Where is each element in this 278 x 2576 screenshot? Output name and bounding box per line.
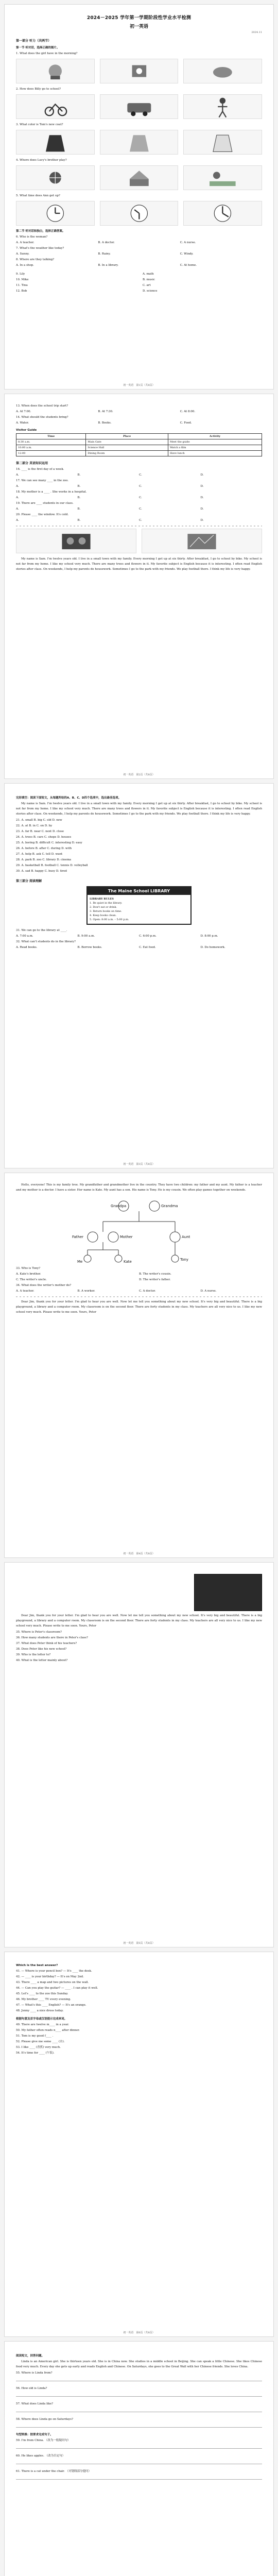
option[interactable]: C. At home.	[180, 264, 197, 267]
transform-title: 句型转换：按要求完成句子。	[16, 2433, 53, 2436]
options-13	[16, 409, 262, 415]
option[interactable]: C.	[139, 496, 142, 499]
person-node	[84, 1255, 91, 1262]
transform-question: 59. I'm from China. （改为一般疑问句）	[16, 2439, 71, 2442]
question-7: 7. What's the weather like today?	[16, 247, 64, 250]
clock-icon[interactable]	[100, 201, 179, 226]
table-row	[16, 451, 262, 456]
question-2: 2. How does Billy go to school?	[16, 88, 61, 91]
question-14: 14. What should the students bring?	[16, 416, 68, 419]
section-listening: 第一部分 听力（共两节）	[16, 39, 51, 43]
option[interactable]: C.	[139, 507, 142, 511]
page-footer: 初一英语 第2页（共8页）	[123, 773, 155, 776]
options-7	[16, 251, 262, 257]
page-footer: 初一英语 第5页（共8页）	[123, 1942, 155, 1945]
picture-options-2	[16, 94, 262, 119]
section-reading: 第三部分 阅读理解	[16, 879, 42, 883]
exam-page-6	[4, 1952, 274, 2337]
picture-option[interactable]	[183, 94, 262, 119]
options	[16, 484, 262, 489]
option[interactable]: A.	[16, 473, 19, 477]
option[interactable]: A. Water.	[16, 421, 29, 425]
match-left: 9. Lily	[16, 273, 25, 276]
picture-option[interactable]	[183, 165, 262, 190]
table-header: Time	[16, 434, 86, 439]
picture-options-1	[16, 59, 262, 83]
answer-title: 阅读短文，回答问题。	[16, 2354, 45, 2358]
tree-label: Grandma	[161, 1204, 178, 1208]
exam-page-1	[4, 4, 274, 389]
picture-options-5	[16, 201, 262, 226]
match-right: A. math	[143, 273, 154, 276]
table-title: Visitor Guide	[16, 429, 37, 432]
letter-passage	[16, 1299, 262, 1315]
poster-title: The Maine School LIBRARY	[88, 887, 190, 895]
question-8: 8. Where are they talking?	[16, 258, 55, 261]
table-header: Place	[86, 434, 168, 439]
tree-label: Father	[72, 1235, 84, 1239]
option[interactable]: C. The writer's uncle.	[16, 1278, 47, 1281]
page-footer: 初一英语 第4页（共8页）	[123, 1552, 155, 1555]
table-cell: 10:00 a.m.	[16, 445, 86, 451]
linda-passage	[16, 2359, 262, 2369]
option[interactable]: C.	[139, 485, 142, 488]
table-cell: Science Hall	[86, 445, 168, 451]
tree-label: Grandpa	[111, 1204, 127, 1208]
option[interactable]: B. The writer's cousin.	[139, 1273, 171, 1276]
option[interactable]: B.	[77, 519, 81, 522]
match-left: 12. Bob	[16, 290, 27, 293]
picture-option[interactable]	[100, 130, 179, 155]
tree-label: Aunt	[182, 1235, 190, 1239]
option[interactable]: D. The writer's father.	[139, 1278, 171, 1281]
exam-meta: 2024.11	[251, 31, 262, 34]
option[interactable]: C. At 8:00.	[180, 410, 196, 413]
option[interactable]: B.	[77, 507, 81, 511]
option[interactable]: D. 8:00 p.m.	[200, 935, 218, 938]
answer-lines[interactable]	[16, 2448, 262, 2449]
cloze-question: 23. A. far B. near C. next D. close	[16, 830, 64, 833]
table-cell: Have lunch	[168, 451, 262, 456]
person-node	[88, 1232, 98, 1242]
picture-option[interactable]	[100, 165, 179, 190]
picture-option[interactable]	[100, 94, 179, 119]
tree-label: Kate	[124, 1260, 132, 1263]
vocab-question: 18. My mother is a ____ . She works in a hospital.	[16, 490, 87, 494]
option[interactable]: C. Eat food.	[139, 946, 156, 949]
transform-question: 61. There is a cat under the chair. （对划线部分提问）	[16, 2470, 91, 2473]
passage-paragraph: Dear Jim, thank you for your letter. I'm glad to hear you are well. Now let me tell you something about my new school. It's very big and beautiful. There is a big playground, a library and a computer room. My classroom is on the second floor. There are forty students in my class. My teachers are all very nice to us. I like my new school very much. Please write to me soon. Yours, Peter	[16, 1300, 262, 1314]
answer-question: 55. Where is Linda from?	[16, 2371, 53, 2375]
option[interactable]: A. Read books.	[16, 946, 38, 949]
options-32	[16, 945, 262, 951]
option[interactable]: A.	[16, 485, 19, 488]
poster-rules	[88, 895, 190, 924]
picture-option[interactable]	[183, 59, 262, 83]
cloze-question: 28. A. park B. zoo C. library D. cinema	[16, 858, 72, 861]
passage-paragraph: Linda is an American girl. She is thirteen years old. She is in China now. She studies in a middle school in Beijing. She can speak a little Chinese. She likes Chinese food very much. Every day she gets up early and reads English and Chinese. On Saturdays, she goes to the Great Wall with her Chinese friends. She loves China.	[16, 2360, 262, 2368]
question-34: 34. What does the writer's mother do?	[16, 1284, 72, 1287]
transform-question: 60. He likes apples. （改为否定句）	[16, 2454, 65, 2458]
reading-question: 37. What does Peter think of his teachers?	[16, 1642, 77, 1645]
options-8	[16, 263, 262, 268]
photo-image	[194, 1574, 262, 1611]
answer-lines[interactable]	[16, 2396, 262, 2397]
table-cell: Watch a film	[168, 445, 262, 451]
option[interactable]: B. In a library.	[98, 264, 119, 267]
options-14	[16, 420, 262, 426]
section-usage: 第二部分 英语知识运用	[16, 462, 48, 465]
option[interactable]: A. In a shop.	[16, 264, 34, 267]
passage-paragraph: My name is Sam. I'm twelve years old. I live in a small town with my family. Every morning I get up at six thirty. After breakfast, I go to school by bike. My school is not far from my home. I like my school very much. There are many trees and flowers in it. My favorite subject is English because it is interesting. I often read English stories after class. On weekends, I help my parents do housework. Sometimes I go to the park with my friends. We play football there. I think my life is very happy.	[16, 557, 262, 571]
poster-subtitle: LIBRARY RULES	[90, 897, 114, 901]
clock-icon[interactable]	[16, 201, 95, 226]
options	[16, 506, 262, 512]
option[interactable]: C. 6:00 p.m.	[139, 935, 157, 938]
vocab-question: 19. There are ____ students in our class.	[16, 502, 74, 505]
options-31	[16, 934, 262, 939]
options	[16, 518, 262, 523]
question-4: 4. Where does Lucy's brother play?	[16, 159, 67, 162]
option[interactable]: D.	[200, 519, 204, 522]
options	[16, 495, 262, 501]
illustration-row	[16, 529, 262, 553]
option[interactable]: C. A nurse.	[180, 241, 196, 244]
picture-option[interactable]	[16, 165, 95, 190]
grammar-question: 41. — Where is your pencil box? — It's ____ the desk.	[16, 1970, 92, 1973]
page-footer: 初一英语 第1页（共8页）	[123, 384, 155, 387]
table-cell: Main Gate	[86, 439, 168, 445]
listening-part-2: 第二节 听对话和独白，选择正确答案。	[16, 230, 65, 233]
option[interactable]: A. A teacher.	[16, 1290, 34, 1293]
answer-question: 58. Where does Linda go on Saturdays?	[16, 2418, 74, 2421]
options-6	[16, 240, 262, 246]
option[interactable]: B.	[77, 496, 81, 499]
divider	[16, 526, 262, 527]
options	[16, 472, 262, 478]
poster-rule: 5. Open: 8:00 a.m. – 5:00 p.m.	[90, 918, 129, 921]
option[interactable]: D.	[200, 507, 204, 511]
option[interactable]: B. At 7:30.	[98, 410, 113, 413]
cloze-question: 21. A. small B. big C. old D. new	[16, 819, 62, 822]
option[interactable]: C.	[139, 473, 142, 477]
question-33: 33. Who is Tony?	[16, 1267, 41, 1270]
option[interactable]: A. A teacher.	[16, 241, 34, 244]
table-row	[16, 445, 262, 451]
poster-rule: 1. Be quiet in the library.	[90, 902, 123, 905]
question-3: 3. What color is Tom's new coat?	[16, 123, 63, 126]
table-header: Activity	[168, 434, 262, 439]
passage-paragraph: My name is Sam. I'm twelve years old. I live in a small town with my family. Every morning I get up at six thirty. After breakfast, I go to school by bike. My school is not far from my home. I like my school very much. There are many trees and flowers in it. My favorite subject is English because it is interesting. I often read English stories after class. On weekends, I help my parents do housework. Sometimes I go to the park with my friends. We play football there. I think my life is very happy.	[16, 802, 262, 816]
tree-label: Mother	[120, 1235, 133, 1239]
picture-options-4	[16, 165, 262, 190]
picture-options-3	[16, 130, 262, 155]
fill-title: 根据句意及首字母或汉语提示完成单词。	[16, 2018, 67, 2021]
option[interactable]: A. Sunny.	[16, 252, 29, 256]
grammar-question: 48. Jenny ____ a nice dress today.	[16, 2009, 64, 2012]
grammar-title: Which is the best answer?	[16, 1964, 58, 1967]
illustration-image	[142, 529, 262, 553]
exam-page-2	[4, 394, 274, 779]
table-cell: Meet the guide	[168, 439, 262, 445]
grammar-question: 45. Let's ____ to the zoo this Sunday.	[16, 1992, 68, 1995]
option[interactable]: B. 9:00 a.m.	[77, 935, 95, 938]
family-tree-diagram	[62, 1196, 216, 1263]
grammar-question: 43. There ____ a map and two pictures on the wall.	[16, 1981, 89, 1984]
person-node	[149, 1201, 160, 1211]
match-left: 10. Mike	[16, 278, 29, 281]
option[interactable]: C. Food.	[180, 421, 192, 425]
option[interactable]: B.	[77, 485, 81, 488]
passage-paragraph: Dear Jim, thank you for your letter. I'm glad to hear you are well. Now let me tell you something about my new school. It's very big and beautiful. There is a big playground, a library and a computer room. My classroom is on the second floor. There are forty students in my class. My teachers are all very nice to us. I like my new school very much. Please write to me soon. Yours, Peter	[16, 1614, 262, 1628]
person-node	[170, 1232, 180, 1242]
vocab-question: 17. We can see many ____ in the zoo.	[16, 479, 69, 482]
reading-question: 35. Where is Peter's classroom?	[16, 1631, 62, 1634]
option[interactable]: A.	[16, 519, 19, 522]
option[interactable]: D.	[200, 496, 204, 499]
person-node	[108, 1232, 118, 1242]
option[interactable]: C. Windy.	[180, 252, 194, 256]
option[interactable]: B. Borrow books.	[77, 946, 102, 949]
picture-option[interactable]	[16, 59, 95, 83]
listening-part-1: 第一节 听对话，选择正确的图片。	[16, 46, 60, 49]
options-33b	[16, 1277, 262, 1283]
passage-text	[16, 556, 262, 572]
tree-label: Me	[77, 1260, 83, 1263]
question-13: 13. When does the school trip start?	[16, 404, 68, 408]
cloze-question: 22. A. at B. in C. on D. by	[16, 824, 53, 827]
cloze-question: 25. A. boring B. difficult C. interesting D. easy	[16, 841, 82, 844]
answer-lines[interactable]	[16, 2427, 262, 2428]
vocab-question: 16. ____ is the first day of a week.	[16, 468, 64, 471]
answer-question: 56. How old is Linda?	[16, 2387, 47, 2390]
match-right: C. art	[143, 284, 151, 287]
table-row	[16, 439, 262, 445]
page-footer: 初一英语 第6页（共8页）	[123, 2331, 155, 2334]
reading-question: 39. Who is the letter to?	[16, 1653, 51, 1656]
option[interactable]: B. A worker.	[77, 1290, 95, 1293]
answer-question: 57. What does Linda like?	[16, 2402, 54, 2405]
reading-question: 38. Does Peter like his new school?	[16, 1648, 67, 1651]
exam-header	[16, 14, 262, 34]
cloze-question: 29. A. basketball B. football C. tennis D. volleyball	[16, 864, 88, 867]
option[interactable]: D.	[200, 485, 204, 488]
option[interactable]: C. A doctor.	[139, 1290, 156, 1293]
vocab-question: 20. Please ____ the window. It's cold.	[16, 513, 69, 516]
poster-rule: 2. Don't eat or drink.	[90, 906, 117, 909]
illustration-image	[16, 529, 136, 553]
option[interactable]: D. A nurse.	[200, 1290, 217, 1293]
cloze-question: 24. A. trees B. cars C. shops D. houses	[16, 836, 72, 839]
exam-page-4	[4, 1173, 274, 1558]
option[interactable]: C.	[139, 519, 142, 522]
cloze-question: 30. A. sad B. happy C. busy D. tired	[16, 870, 67, 873]
exam-page-3	[4, 783, 274, 1168]
option[interactable]: A.	[16, 496, 19, 499]
matching-section	[16, 272, 262, 294]
options-33	[16, 1272, 262, 1277]
cloze-passage	[16, 801, 262, 817]
letter-passage	[16, 1613, 262, 1629]
person-node	[171, 1255, 179, 1262]
family-passage	[16, 1182, 262, 1193]
grammar-question: 47. — What's this ____ English? — It's an orange.	[16, 2004, 86, 2007]
question-5: 5. What time does Ann get up?	[16, 194, 60, 197]
fill-question: 49. There are twelve m____ in a year.	[16, 2023, 70, 2026]
table-cell: 12:00	[16, 451, 86, 456]
person-node	[115, 1255, 122, 1262]
clock-icon[interactable]	[183, 201, 262, 226]
picture-option[interactable]	[183, 130, 262, 155]
fill-question: 53. I like ____ (香蕉) very much.	[16, 2046, 61, 2049]
reading-question: 36. How many students are there in Peter's class?	[16, 1636, 88, 1639]
grammar-question: 44. — Can you play the guitar? — ____ . I can play it well.	[16, 1987, 98, 1990]
tree-label: Tony	[180, 1258, 188, 1262]
picture-option[interactable]	[16, 94, 95, 119]
fill-question: 54. It's time for ____ (午饭).	[16, 2052, 55, 2055]
option[interactable]: A. 7:00 a.m.	[16, 935, 33, 938]
divider	[16, 1296, 262, 1297]
question-31: 31. We can go to the library at ____.	[16, 929, 67, 932]
table-cell: Dining Room	[86, 451, 168, 456]
option[interactable]: B. Rainy.	[98, 252, 111, 256]
grammar-question: 42. — ____ is your birthday? — It's on May 2nd.	[16, 1975, 84, 1978]
exam-title: 2024－2025 学年第一学期阶段性学业水平检测	[86, 15, 192, 21]
match-right: D. science	[143, 290, 158, 293]
match-right: B. music	[143, 278, 155, 281]
fill-question: 50. My father often reads n____ after dinner.	[16, 2029, 80, 2032]
family-tree	[16, 1196, 262, 1263]
poster-rule: 3. Return books on time.	[90, 910, 122, 913]
exam-page-7	[4, 2341, 274, 2576]
option[interactable]: D. Do homework.	[200, 946, 225, 949]
page-footer: 初一英语 第3页（共8页）	[123, 1163, 155, 1166]
picture-option[interactable]	[100, 59, 179, 83]
option[interactable]: B. Books.	[98, 421, 112, 425]
exam-subtitle: 初一英语	[129, 24, 148, 29]
match-left: 11. Tina	[16, 284, 28, 287]
option[interactable]: A. At 7:00.	[16, 410, 31, 413]
options-34	[16, 1289, 262, 1294]
reading-question: 40. What is the letter mainly about?	[16, 1659, 68, 1662]
library-poster	[86, 886, 192, 925]
grammar-question: 46. My brother ____ TV every evening.	[16, 1998, 71, 2001]
answer-lines[interactable]	[16, 2479, 262, 2480]
option[interactable]: A.	[16, 507, 19, 511]
cloze-question: 26. A. before B. after C. during D. with	[16, 847, 72, 850]
question-32: 32. What can't students do in the library?	[16, 940, 76, 943]
picture-option[interactable]	[16, 130, 95, 155]
poster-rule: 4. Keep books clean.	[90, 914, 117, 917]
visitor-guide-table	[16, 433, 262, 456]
fill-question: 51. Tom is my good f____ .	[16, 2035, 54, 2038]
question-1: 1. What does the girl have in the morning?	[16, 52, 78, 55]
option[interactable]: D.	[200, 473, 204, 477]
cloze-question: 27. A. help B. ask C. tell D. want	[16, 853, 63, 856]
table-row	[16, 434, 262, 439]
option[interactable]: B.	[77, 473, 81, 477]
exam-page-5	[4, 1562, 274, 1947]
fill-question: 52. Please give me some ____ (水).	[16, 2040, 65, 2043]
cloze-intro: 完形填空：阅读下面短文，从每题所给的A、B、C、D四个选项中，选出最佳选项。	[16, 796, 121, 800]
option[interactable]: B. A doctor.	[98, 241, 115, 244]
option[interactable]: A. Kate's brother.	[16, 1273, 41, 1276]
passage-paragraph: Hello, everyone! This is my family tree. My grandfather and grandmother live in the country. They have two children: my father and my aunt. My father is a teacher and my mother is a doctor. I have a sister. Her name is Kate. My aunt has a son. His name is Tony. He is my cousin. We often play games together on weekends.	[16, 1183, 262, 1192]
question-6: 6. Who is the woman?	[16, 235, 48, 239]
table-cell: 8:30 a.m.	[16, 439, 86, 445]
